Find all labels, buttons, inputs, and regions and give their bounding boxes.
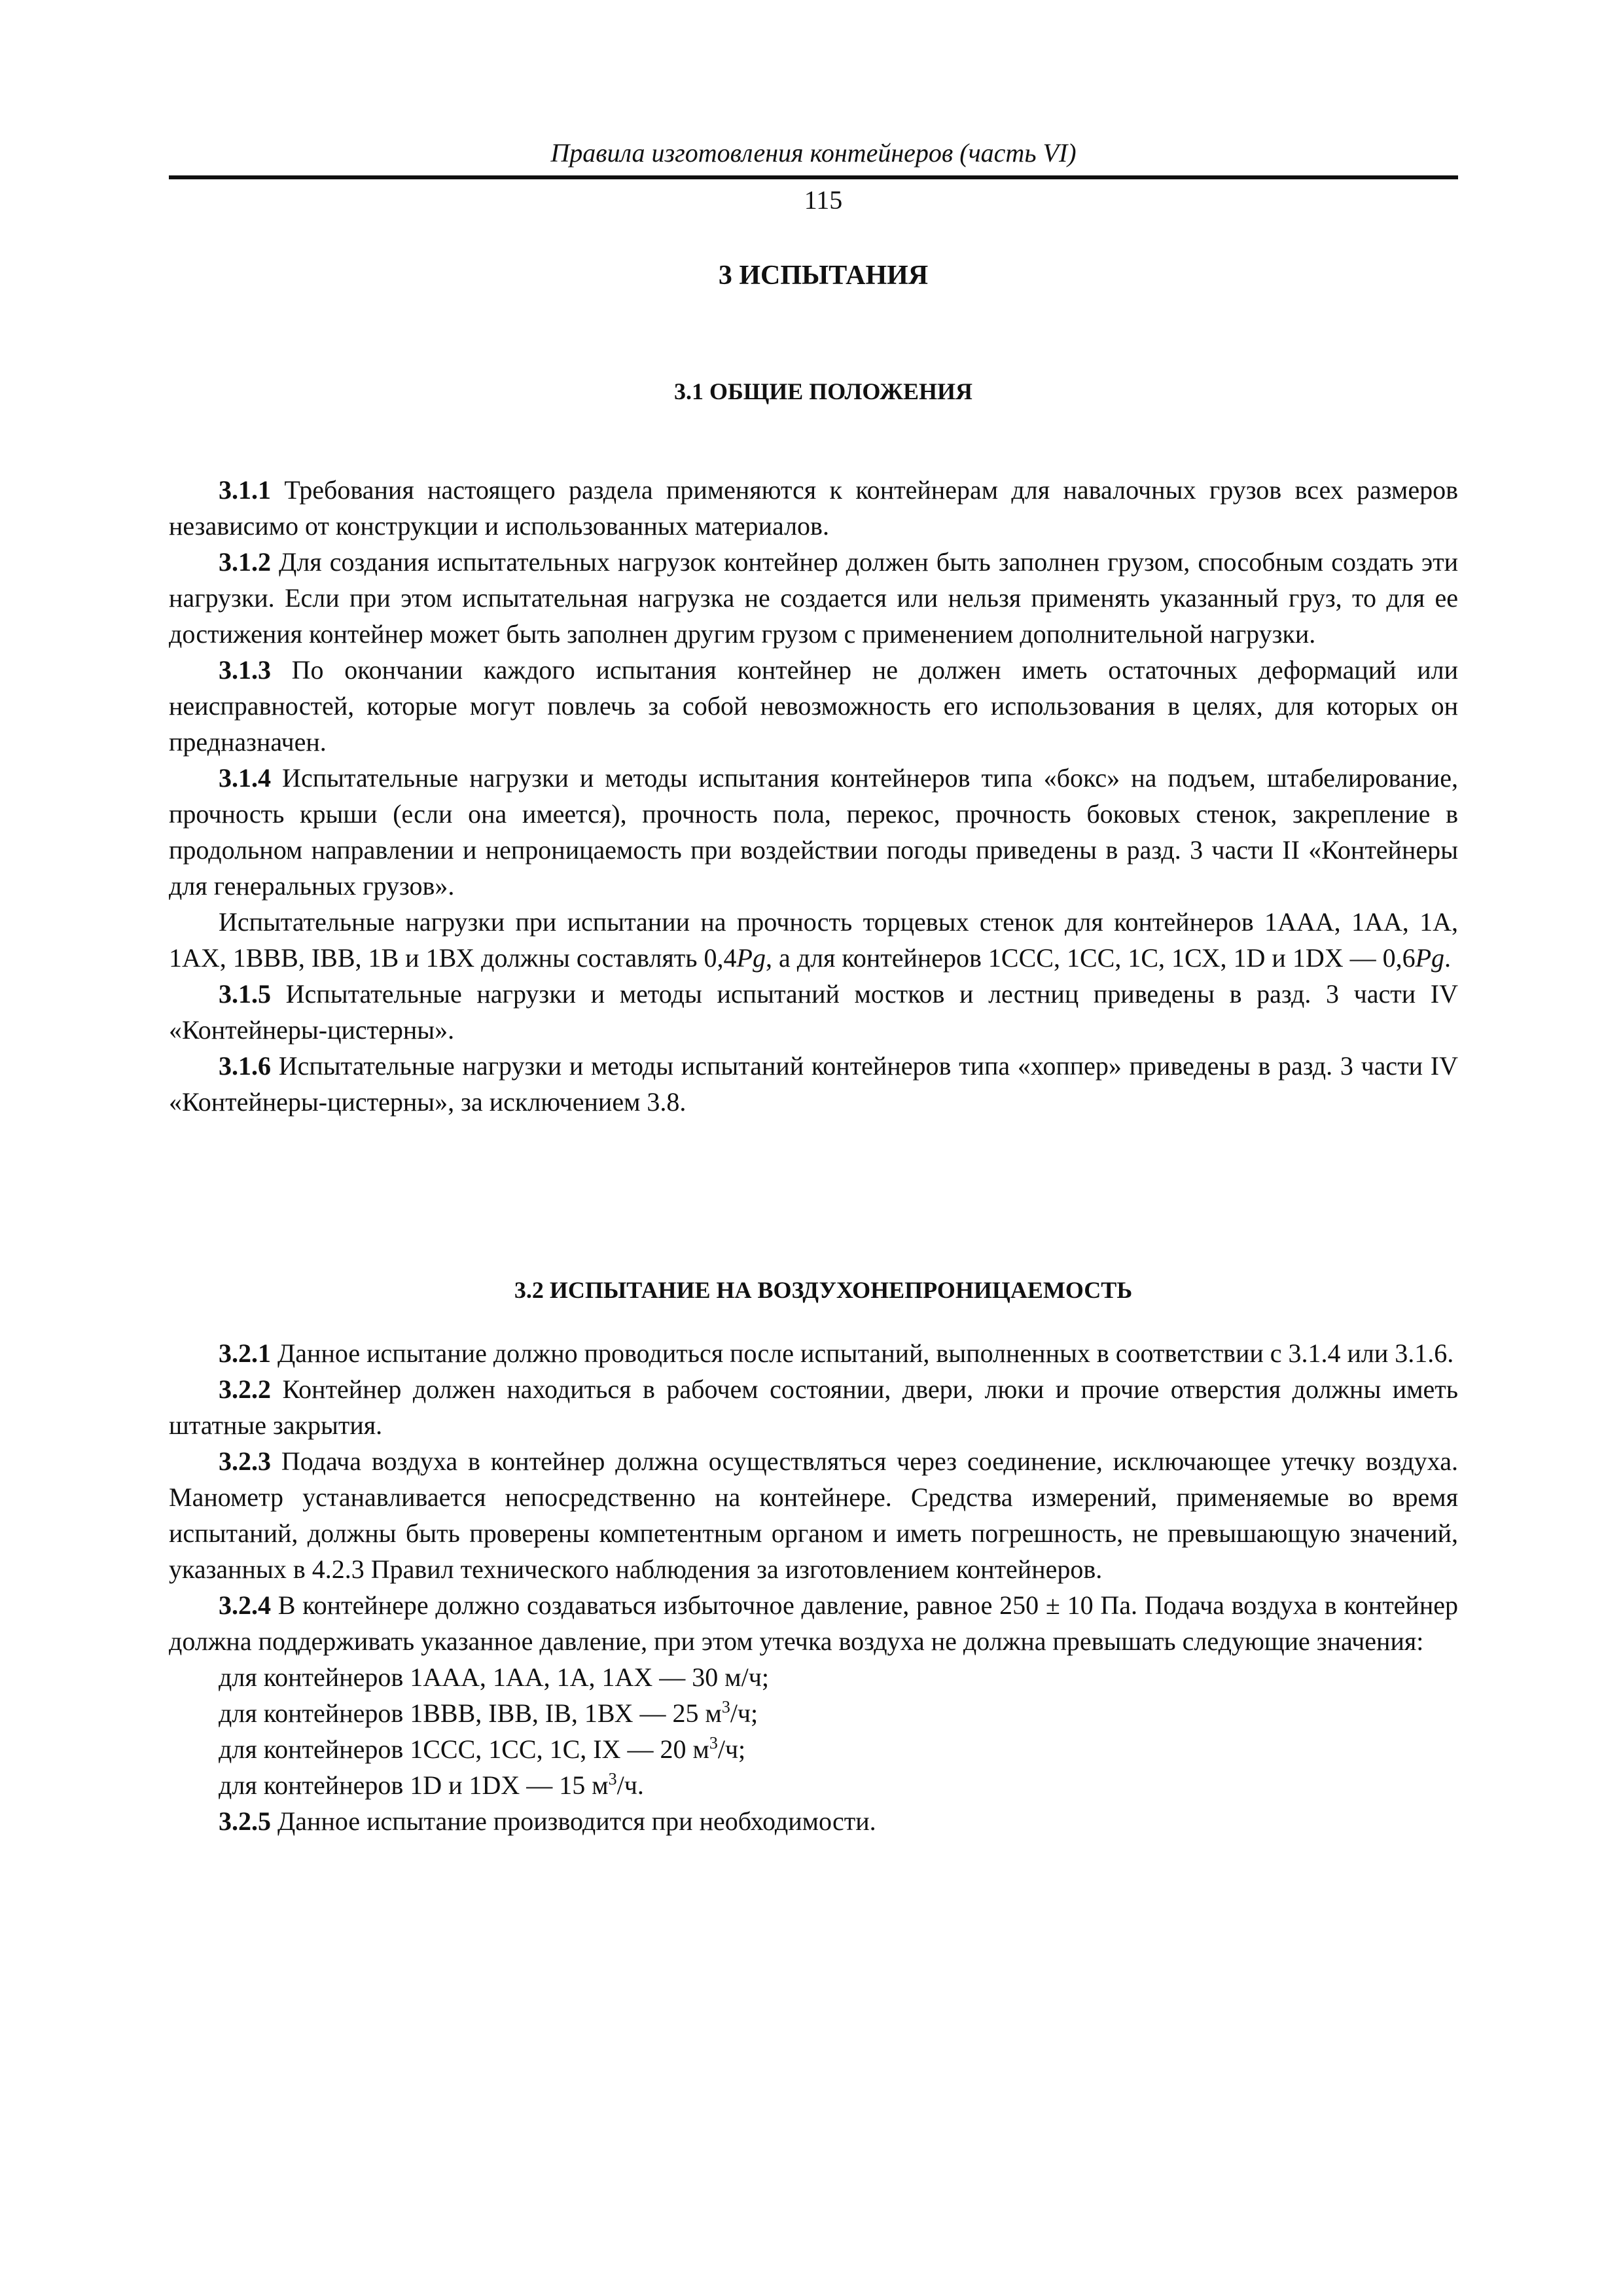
paragraph-text: Испытательные нагрузки и методы испытаний мостков и лестниц приведены в разд. 3 части IV «Контейнеры-цистерны».: [169, 979, 1458, 1045]
paragraph-text: Для создания испытательных нагрузок контейнер должен быть заполнен грузом, способным создать эти нагрузки. Если при этом испытательная нагрузка не создается или нельзя применять указанный груз, то для ее достижения контейнер может быть заполнен другим грузом с применением дополнительной нагрузки.: [169, 547, 1458, 649]
limit-line: [169, 1695, 1458, 1731]
paragraph-number: 3.1.4: [219, 763, 271, 793]
paragraph-text: Контейнер должен находиться в рабочем состоянии, двери, люки и прочие отверстия должны иметь штатные закрытия.: [169, 1374, 1458, 1440]
limit-unit-exponent: 3: [608, 1769, 617, 1789]
limit-text: для контейнеров 1D и 1DX — 15 м: [219, 1770, 609, 1800]
paragraph-number: 3.1.6: [219, 1051, 271, 1081]
section-3-1-body: [169, 472, 1458, 1120]
limit-text: для контейнеров 1ВВВ, IВВ, IВ, 1ВХ — 25 м: [219, 1698, 722, 1728]
paragraph-3-2-2: [169, 1371, 1458, 1443]
limit-unit-tail: /ч;: [717, 1734, 746, 1764]
paragraph-3-1-1: [169, 472, 1458, 544]
paragraph-number: 3.2.1: [219, 1338, 271, 1368]
limit-unit-exponent: 3: [721, 1697, 730, 1717]
paragraph-number: 3.1.5: [219, 979, 271, 1009]
chapter-title: 3 ИСПЫТАНИЯ: [718, 260, 929, 291]
limit-line: [169, 1767, 1458, 1803]
running-title: Правила изготовления контейнеров (часть VI): [550, 138, 1077, 168]
paragraph-text: В контейнере должно создаваться избыточное давление, равное 250 ± 10 Па. Подача воздуха в контейнер должна поддерживать указанное давление, при этом утечка воздуха не должна превышать следующие значения:: [169, 1590, 1458, 1656]
paragraph-3-1-2: [169, 544, 1458, 652]
limit-text: для контейнеров 1ААА, 1АА, 1А, 1АХ — 30 м/ч;: [219, 1662, 769, 1692]
paragraph-text: Данное испытание должно проводиться после испытаний, выполненных в соответствии с 3.1.4 или 3.1.6.: [271, 1338, 1454, 1368]
paragraph-number: 3.1.2: [219, 547, 271, 577]
paragraph-text: Данное испытание производится при необходимости.: [271, 1806, 876, 1836]
limit-unit-tail: /ч;: [730, 1698, 758, 1728]
paragraph-number: 3.2.2: [219, 1374, 271, 1404]
paragraph-text: Требования настоящего раздела применяются к контейнерам для навалочных грузов всех размеров независимо от конструкции и использованных материалов.: [169, 475, 1458, 541]
section-3-2-body: [169, 1335, 1458, 1839]
paragraph-number: 3.2.5: [219, 1806, 271, 1836]
section-title-3-1: 3.1 ОБЩИЕ ПОЛОЖЕНИЯ: [673, 378, 973, 404]
paragraph-text: , а для контейнеров 1ССС, 1СС, 1С, 1СХ, 1D и 1DX — 0,6: [765, 943, 1416, 973]
page-number: 115: [804, 185, 843, 215]
pg-symbol: Pg: [1415, 943, 1445, 973]
limit-text: для контейнеров 1ССС, 1СС, 1С, IХ — 20 м: [219, 1734, 709, 1764]
paragraph-number: 3.1.1: [219, 475, 271, 505]
paragraph-number: 3.2.3: [219, 1446, 271, 1476]
pg-symbol: Pg: [736, 943, 766, 973]
paragraph-number: 3.2.4: [219, 1590, 271, 1620]
paragraph-3-2-4: [169, 1587, 1458, 1659]
limit-unit-exponent: 3: [709, 1733, 718, 1753]
paragraph-number: 3.1.3: [219, 655, 271, 685]
paragraph-3-2-3: [169, 1443, 1458, 1587]
paragraph-3-1-5: [169, 976, 1458, 1048]
limit-line: [169, 1659, 1458, 1695]
paragraph-text: Испытательные нагрузки при испытании на прочность торцевых стенок для контейнеров 1ААА, 1АА, 1А, 1АХ, 1ВВВ, IВВ, 1В и 1ВХ должны составлять 0,4: [169, 907, 1458, 973]
paragraph-text: Испытательные нагрузки и методы испытаний контейнеров типа «хоппер» приведены в разд. 3 части IV «Контейнеры-цистерны», за исключением 3.8.: [169, 1051, 1458, 1117]
paragraph-3-2-1: [169, 1335, 1458, 1371]
limit-line: [169, 1731, 1458, 1767]
paragraph-text: Подача воздуха в контейнер должна осуществляться через соединение, исключающее утечку воздуха. Манометр устанавливается непосредственно на контейнере. Средства измерений, применяемые во время испытаний, должны быть проверены компетентным органом и иметь погрешность, не превышающую значений, указанных в 4.2.3 Правил технического наблюдения за изготовлением контейнеров.: [169, 1446, 1458, 1584]
header-rule: [169, 175, 1458, 179]
section-title-3-2: 3.2 ИСПЫТАНИЕ НА ВОЗДУХОНЕПРОНИЦАЕМОСТЬ: [514, 1277, 1133, 1303]
paragraph-text: Испытательные нагрузки и методы испытания контейнеров типа «бокс» на подъем, штабелирование, прочность крыши (если она имеется), прочность пола, перекос, прочность боковых стенок, закрепление в продольном направлении и непроницаемость при воздействии погоды приведены в разд. 3 части II «Контейнеры для генеральных грузов».: [169, 763, 1458, 901]
paragraph-text: .: [1444, 943, 1452, 973]
paragraph-text: По окончании каждого испытания контейнер не должен иметь остаточных деформаций или неисправностей, которые могут повлечь за собой невозможность его использования в целях, для которых он предназначен.: [169, 655, 1458, 757]
paragraph-end-wall-loads: [169, 904, 1458, 976]
paragraph-3-1-3: [169, 652, 1458, 760]
paragraph-3-2-5: [169, 1803, 1458, 1839]
limit-unit-tail: /ч.: [616, 1770, 644, 1800]
paragraph-3-1-6: [169, 1048, 1458, 1120]
paragraph-3-1-4: [169, 760, 1458, 904]
